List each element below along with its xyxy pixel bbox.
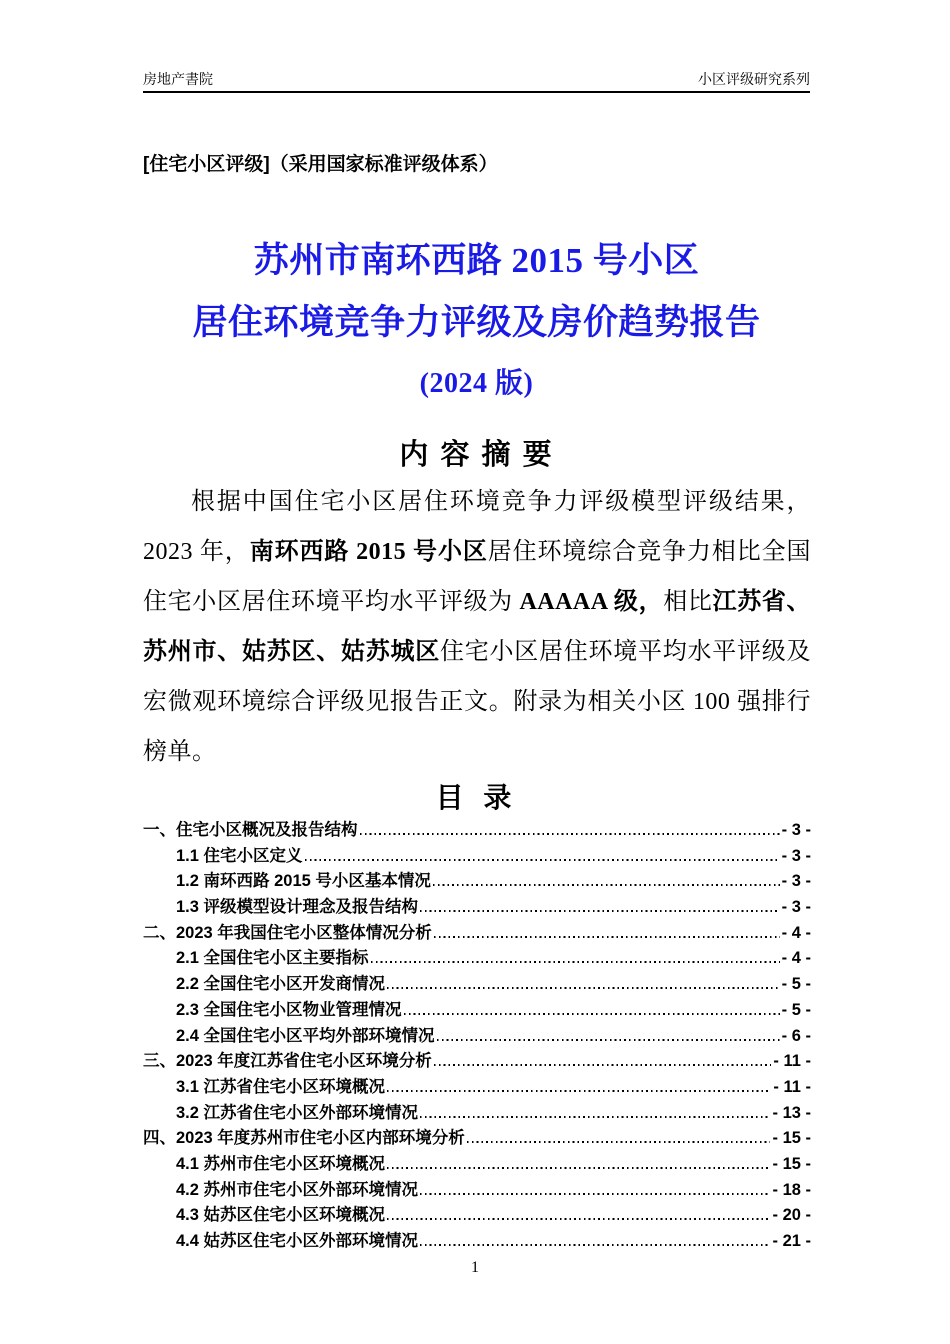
toc-entry-label: 一、住宅小区概况及报告结构 bbox=[143, 821, 358, 839]
toc-leader-dots bbox=[437, 1039, 780, 1041]
toc-entry-label: 4.4 姑苏区住宅小区外部环境情况 bbox=[176, 1232, 419, 1250]
page-number: 1 bbox=[471, 1259, 479, 1276]
toc-entry[interactable] bbox=[143, 1024, 811, 1050]
abstract-heading: 内 容 摘 要 bbox=[399, 439, 554, 471]
toc-leader-dots bbox=[387, 1218, 770, 1220]
toc-leader-dots bbox=[434, 1064, 772, 1066]
toc-entry-page: - 21 - bbox=[772, 1232, 811, 1250]
toc-entry-page: - 15 - bbox=[772, 1129, 811, 1148]
header-right-text: 小区评级研究系列 bbox=[698, 71, 810, 87]
toc-leader-dots bbox=[467, 1141, 771, 1143]
toc-leader-dots bbox=[387, 1167, 770, 1169]
toc-leader-dots bbox=[404, 1013, 780, 1015]
toc-entry-label: 1.1 住宅小区定义 bbox=[176, 846, 303, 865]
toc-entry-label: 3.1 江苏省住宅小区环境概况 bbox=[176, 1077, 386, 1096]
toc-entry-label: 3.2 江苏省住宅小区外部环境情况 bbox=[176, 1103, 419, 1122]
toc-entry[interactable] bbox=[143, 1178, 811, 1204]
toc-entry-page: - 20 - bbox=[772, 1206, 811, 1225]
toc-entry[interactable] bbox=[143, 844, 811, 870]
toc-leader-dots bbox=[360, 833, 780, 835]
toc-entry[interactable] bbox=[143, 921, 811, 947]
toc-entry-page: - 3 - bbox=[781, 872, 811, 891]
toc-entry[interactable] bbox=[143, 1049, 811, 1075]
toc-leader-dots bbox=[420, 1116, 770, 1118]
toc-leader-dots bbox=[433, 884, 780, 886]
toc-leader-dots bbox=[371, 961, 780, 963]
toc-entry-label: 2.1 全国住宅小区主要指标 bbox=[176, 949, 369, 968]
toc-entry-label: 三、2023 年度江苏省住宅小区环境分析 bbox=[143, 1052, 432, 1071]
toc-entry[interactable] bbox=[143, 895, 811, 921]
abstract-segment-bold: AAAAA 级， bbox=[519, 589, 664, 615]
toc-leader-dots bbox=[387, 987, 780, 989]
toc-entry[interactable] bbox=[143, 818, 811, 844]
toc-leader-dots bbox=[387, 1090, 771, 1092]
toc-entry-page: - 4 - bbox=[781, 923, 811, 942]
toc-entry-page: - 3 - bbox=[781, 846, 811, 865]
toc-entry[interactable] bbox=[143, 1075, 811, 1101]
toc-entry-page: - 3 - bbox=[781, 898, 811, 917]
page-header bbox=[143, 70, 810, 93]
report-title-line1: 苏州市南环西路 2015 号小区 bbox=[253, 241, 700, 280]
abstract-segment: 相比 bbox=[663, 589, 713, 615]
header-left-text: 房地产書院 bbox=[143, 71, 213, 87]
toc-entry[interactable] bbox=[143, 946, 811, 972]
toc-leader-dots bbox=[420, 910, 780, 912]
abstract-segment-bold: 江苏省、苏州市、姑苏区、姑苏城区 bbox=[143, 589, 812, 665]
toc-entry-page: - 18 - bbox=[772, 1180, 811, 1199]
toc-entry-page: - 6 - bbox=[781, 1026, 811, 1045]
toc-entry-page: - 13 - bbox=[772, 1103, 811, 1122]
toc-entry[interactable] bbox=[143, 869, 811, 895]
toc-entry[interactable] bbox=[143, 1101, 811, 1127]
toc-entry[interactable] bbox=[143, 998, 811, 1024]
toc-entry[interactable] bbox=[143, 1229, 811, 1255]
toc-entry-label: 1.2 南环西路 2015 号小区基本情况 bbox=[176, 872, 431, 891]
toc-entry-label: 4.3 姑苏区住宅小区环境概况 bbox=[176, 1206, 386, 1225]
toc-entry-page: - 11 - bbox=[773, 1052, 811, 1071]
abstract-segment: 居住环境综合竞争力相比全国住宅小区居住环境平均水平评级为 bbox=[143, 539, 811, 615]
toc-entry-label: 2.2 全国住宅小区开发商情况 bbox=[176, 975, 386, 994]
abstract-paragraph bbox=[143, 477, 811, 777]
toc-entry-page: - 5 - bbox=[781, 975, 811, 994]
toc-entry-label: 4.2 苏州市住宅小区外部环境情况 bbox=[176, 1180, 419, 1199]
toc-heading: 目 录 bbox=[435, 782, 518, 813]
toc-leader-dots bbox=[434, 936, 780, 938]
toc-entry[interactable] bbox=[143, 972, 811, 998]
toc-leader-dots bbox=[420, 1193, 770, 1195]
abstract-segment: 住宅小区居住环境平均水平评级及宏微观环境综合评级见报告正文。附录为相关小区 100 强排行榜单。 bbox=[143, 639, 811, 765]
abstract-segment: 根据中国住宅小区居住环境竞争力评级模型评级结果，2023 年， bbox=[143, 489, 811, 565]
toc-entry-label: 四、2023 年度苏州市住宅小区内部环境分析 bbox=[143, 1129, 465, 1148]
classification-line: [住宅小区评级]（采用国家标准评级体系） bbox=[143, 154, 498, 175]
toc-entry-page: - 15 - bbox=[772, 1154, 811, 1173]
report-title-line2: 居住环境竞争力评级及房价趋势报告 bbox=[192, 303, 761, 342]
toc-entry-page: - 3 - bbox=[781, 821, 811, 839]
toc-entry-label: 2.4 全国住宅小区平均外部环境情况 bbox=[176, 1026, 435, 1045]
abstract-segment-bold: 南环西路 2015 号小区 bbox=[249, 539, 488, 565]
toc-entry-label: 2.3 全国住宅小区物业管理情况 bbox=[176, 1000, 402, 1019]
toc-leader-dots bbox=[305, 859, 780, 861]
toc-entry-label: 4.1 苏州市住宅小区环境概况 bbox=[176, 1154, 386, 1173]
toc-leader-dots bbox=[420, 1244, 770, 1246]
toc-list bbox=[143, 818, 811, 1255]
toc-entry[interactable] bbox=[143, 1126, 811, 1152]
toc-entry[interactable] bbox=[143, 1203, 811, 1229]
toc-entry-label: 二、2023 年我国住宅小区整体情况分析 bbox=[143, 923, 432, 942]
toc-entry-page: - 5 - bbox=[781, 1000, 811, 1019]
toc-entry-page: - 11 - bbox=[773, 1077, 811, 1096]
toc-entry[interactable] bbox=[143, 1152, 811, 1178]
report-title-edition: (2024 版) bbox=[419, 368, 534, 399]
toc-entry-label: 1.3 评级模型设计理念及报告结构 bbox=[176, 898, 419, 917]
toc-entry-page: - 4 - bbox=[781, 949, 811, 968]
